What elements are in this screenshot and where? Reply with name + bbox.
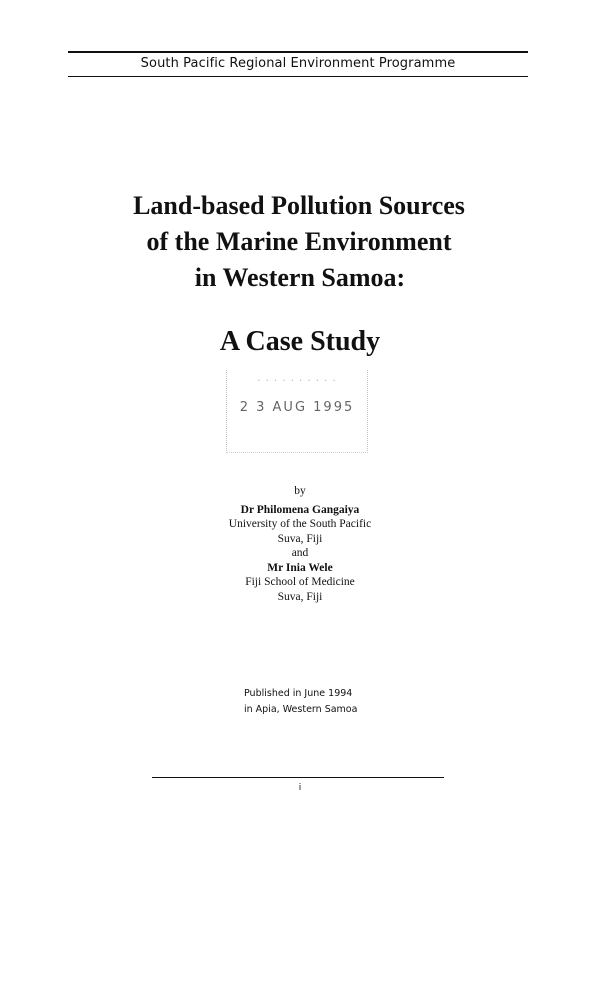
title-line-2: of the Marine Environment: [146, 227, 452, 256]
author-2-affiliation: Fiji School of Medicine: [245, 576, 355, 588]
stamp-date: 2 3 AUG 1995: [239, 400, 355, 415]
author-block: [0, 484, 600, 604]
publication-info: [244, 686, 357, 718]
title-line-1: Land-based Pollution Sources: [133, 191, 465, 220]
header-bottom-rule: [68, 76, 528, 77]
footer-rule: [152, 777, 444, 778]
page-number: i: [298, 783, 302, 793]
author-2-name: Mr Inia Wele: [267, 561, 333, 574]
author-1-affiliation: University of the South Pacific: [228, 518, 372, 530]
author-1-location: Suva, Fiji: [277, 532, 323, 545]
organization-header: South Pacific Regional Environment Programme: [140, 56, 456, 71]
publication-place: in Apia, Western Samoa: [244, 704, 358, 715]
stamp-faded-text: · · · · · · · · · ·: [257, 376, 337, 387]
by-label: by: [294, 485, 306, 497]
and-label: and: [291, 547, 309, 559]
author-2-location: Suva, Fiji: [277, 590, 323, 603]
document-subtitle: A Case Study: [219, 326, 381, 357]
header-top-rule: [68, 51, 528, 53]
publication-date: Published in June 1994: [244, 688, 353, 699]
title-line-3: in Western Samoa:: [194, 263, 406, 292]
author-1-name: Dr Philomena Gangaiya: [240, 503, 360, 516]
library-received-stamp: [226, 370, 368, 453]
document-title: [0, 188, 600, 296]
